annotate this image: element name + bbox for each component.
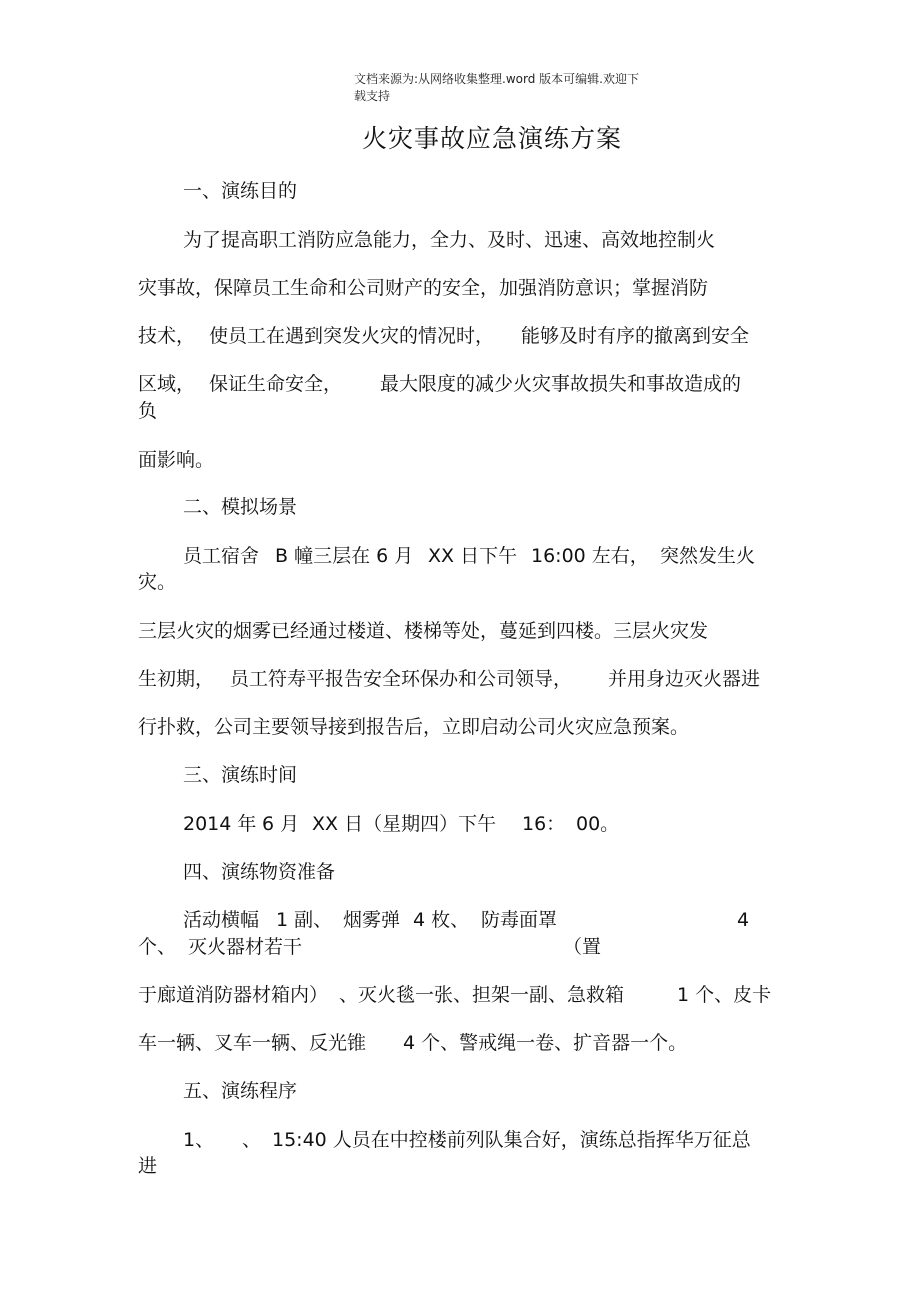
paragraph-segment: 活动横幅 [183,909,260,931]
paragraph-segment: 技术， [138,325,196,347]
paragraph-segment: 员工宿舍 [183,545,260,567]
paragraph-segment: 员工符寿平报告安全环保办和公司领导， [230,668,573,690]
paragraph-segment: 区域， [138,373,196,395]
paragraph-segment: （置 [563,936,602,958]
section-heading-purpose: 一、演练目的 [183,180,298,202]
paragraph-segment: 车一辆、叉车一辆、反光锥 [138,1032,367,1054]
paragraph-segment: 突然发生火 [660,545,756,567]
paragraph-segment: XX 日（星期四）下午 [312,813,497,835]
paragraph-line: 灾事故，保障员工生命和公司财产的安全，加强消防意识；掌握消防 [138,277,709,299]
paragraph-segment: 防毒面罩 [481,909,558,931]
paragraph-segment: 烟雾弹 [343,909,401,931]
paragraph-segment: 1 副、 [276,909,333,931]
paragraph-segment: 保证生命安全， [209,373,343,395]
paragraph-segment: 2014 年 [183,813,257,835]
paragraph-segment: 4 枚、 [413,909,470,931]
paragraph-segment: 16： [522,813,566,835]
section-heading-time: 三、演练时间 [183,764,298,786]
paragraph-segment: 能够及时有序的撤离到安全 [521,325,750,347]
paragraph-segment: 4 [737,909,750,931]
paragraph-segment: 、灭火毯一张、担架一副、急救箱 [339,984,625,1006]
paragraph-segment: 6 月 [262,813,300,835]
paragraph-segment: 00。 [576,813,620,835]
section-heading-materials: 四、演练物资准备 [183,861,336,883]
paragraph-segment: XX 日下午 [428,545,518,567]
source-note-line1: 文档来源为:从网络收集整理.word 版本可编辑.欢迎下 [354,72,639,86]
paragraph-line: 面影响。 [138,449,215,471]
paragraph-line: 灾。 [138,571,177,593]
paragraph-segment: 灭火器材若干 [188,936,303,958]
paragraph-segment: 1、 [183,1129,215,1151]
paragraph-segment: 16:00 左右， [531,545,649,567]
paragraph-segment: 并用身边灭火器进 [608,668,761,690]
paragraph-segment: 最大限度的减少火灾事故损失和事故造成的 [380,373,742,395]
paragraph-line: 为了提高职工消防应急能力，全力、及时、迅速、高效地控制火 [183,229,716,251]
paragraph-segment: 使员工在遇到突发火灾的情况时， [209,325,495,347]
paragraph-line: 进 [138,1155,158,1177]
paragraph-segment: B 幢三层在 6 月 [275,545,414,567]
paragraph-segment: 于廊道消防器材箱内） [138,984,329,1006]
paragraph-segment: 4 个、警戒绳一卷、扩音器一个。 [403,1032,688,1054]
paragraph-line: 负 [138,400,158,422]
section-heading-procedure: 五、演练程序 [183,1080,298,1102]
document-title: 火灾事故应急演练方案 [362,124,623,153]
source-note-line2: 载支持 [354,89,391,103]
paragraph-segment: 15:40 人员在中控楼前列队集合好，演练总指挥华万征总 [272,1129,751,1151]
paragraph-line: 行扑救，公司主要领导接到报告后，立即启动公司火灾应急预案。 [138,716,690,738]
paragraph-segment: 个、 [138,936,177,958]
paragraph-segment: 生初期， [138,668,215,690]
paragraph-line: 三层火灾的烟雾已经通过楼道、楼梯等处，蔓延到四楼。三层火灾发 [138,620,709,642]
paragraph-segment: 、 [242,1129,262,1151]
paragraph-segment: 1 个、皮卡 [677,984,772,1006]
section-heading-scenario: 二、模拟场景 [183,496,298,518]
